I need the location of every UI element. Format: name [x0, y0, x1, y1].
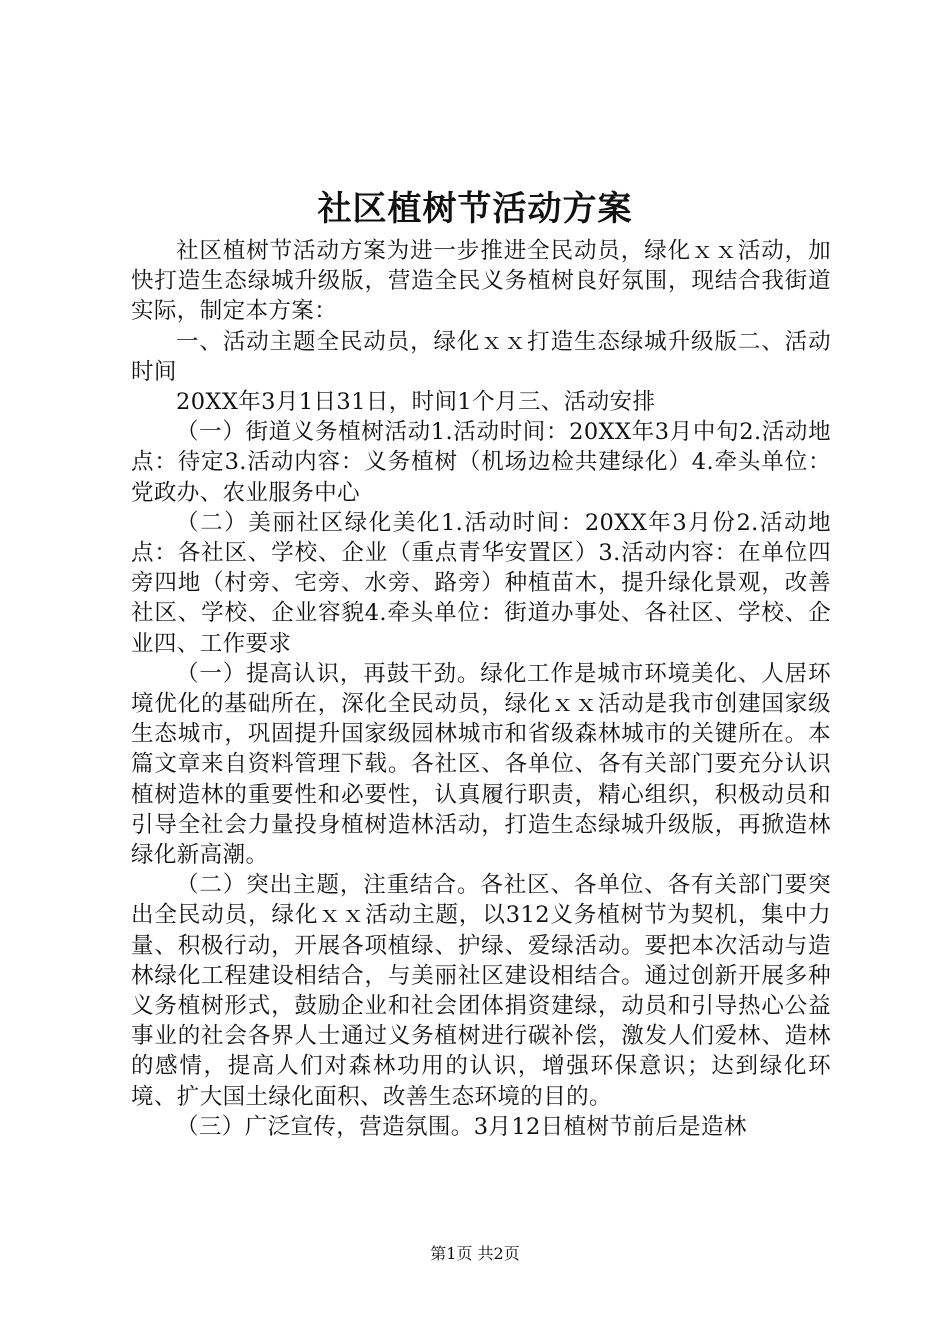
paragraph-time: 20XX年3月1日31日，时间1个月三、活动安排	[176, 389, 656, 416]
paragraph-arrangement-2: （二）美丽社区绿化美化1.活动时间：20XX年3月份2.活动地点：各社区、学校、企业（重点青华安置区）3.活动内容：在单位四旁四地（村旁、宅旁、水旁、路旁）种植苗木，提升绿化景观，改善社区、学校、企业容貌4.牵头单位：街道办事处、各社区、学校、企业四、工作要求	[131, 509, 831, 657]
paragraph-requirement-1: （一）提高认识，再鼓干劲。绿化工作是城市环境美化、人居环境优化的基础所在，深化全民动员，绿化ｘｘ活动是我市创建国家级生态城市，巩固提升国家级园林城市和省级森林城市的关键所在。本篇文章来自资料管理下载。各社区、各单位、各有关部门要充分认识植树造林的重要性和必要性，认真履行职责，精心组织，积极动员和引导全社会力量投身植树造林活动，打造生态绿城升级版，再掀造林绿化新高潮。	[131, 660, 831, 869]
paragraph-theme: 一、活动主题全民动员，绿化ｘｘ打造生态绿城升级版二、活动时间	[131, 328, 831, 385]
paragraph-intro: 社区植树节活动方案为进一步推进全民动员，绿化ｘｘ活动，加快打造生态绿城升级版，营造全民义务植树良好氛围，现结合我街道实际，制定本方案：	[131, 238, 831, 325]
page-number: 第1页 共2页	[430, 1244, 520, 1263]
document-body	[131, 236, 831, 1142]
paragraph-arrangement-1: （一）街道义务植树活动1.活动时间：20XX年3月中旬2.活动地点：待定3.活动内容：义务植树（机场边检共建绿化）4.牵头单位：党政办、农业服务中心	[131, 419, 831, 506]
document-title: 社区植树节活动方案	[317, 189, 633, 229]
paragraph-requirement-3: （三）广泛宣传，营造氛围。3月12日植树节前后是造林	[176, 1113, 747, 1140]
paragraph-requirement-2: （二）突出主题，注重结合。各社区、各单位、各有关部门要突出全民动员，绿化ｘｘ活动主题，以312义务植树节为契机，集中力量、积极行动，开展各项植绿、护绿、爱绿活动。要把本次活动与造林绿化工程建设相结合，与美丽社区建设相结合。通过创新开展多种义务植树形式，鼓励企业和社会团体捐资建绿，动员和引导热心公益事业的社会各界人士通过义务植树进行碳补偿，激发人们爱林、造林的感情，提高人们对森林功用的认识，增强环保意识；达到绿化环境、扩大国土绿化面积、改善生态环境的目的。	[131, 872, 831, 1110]
